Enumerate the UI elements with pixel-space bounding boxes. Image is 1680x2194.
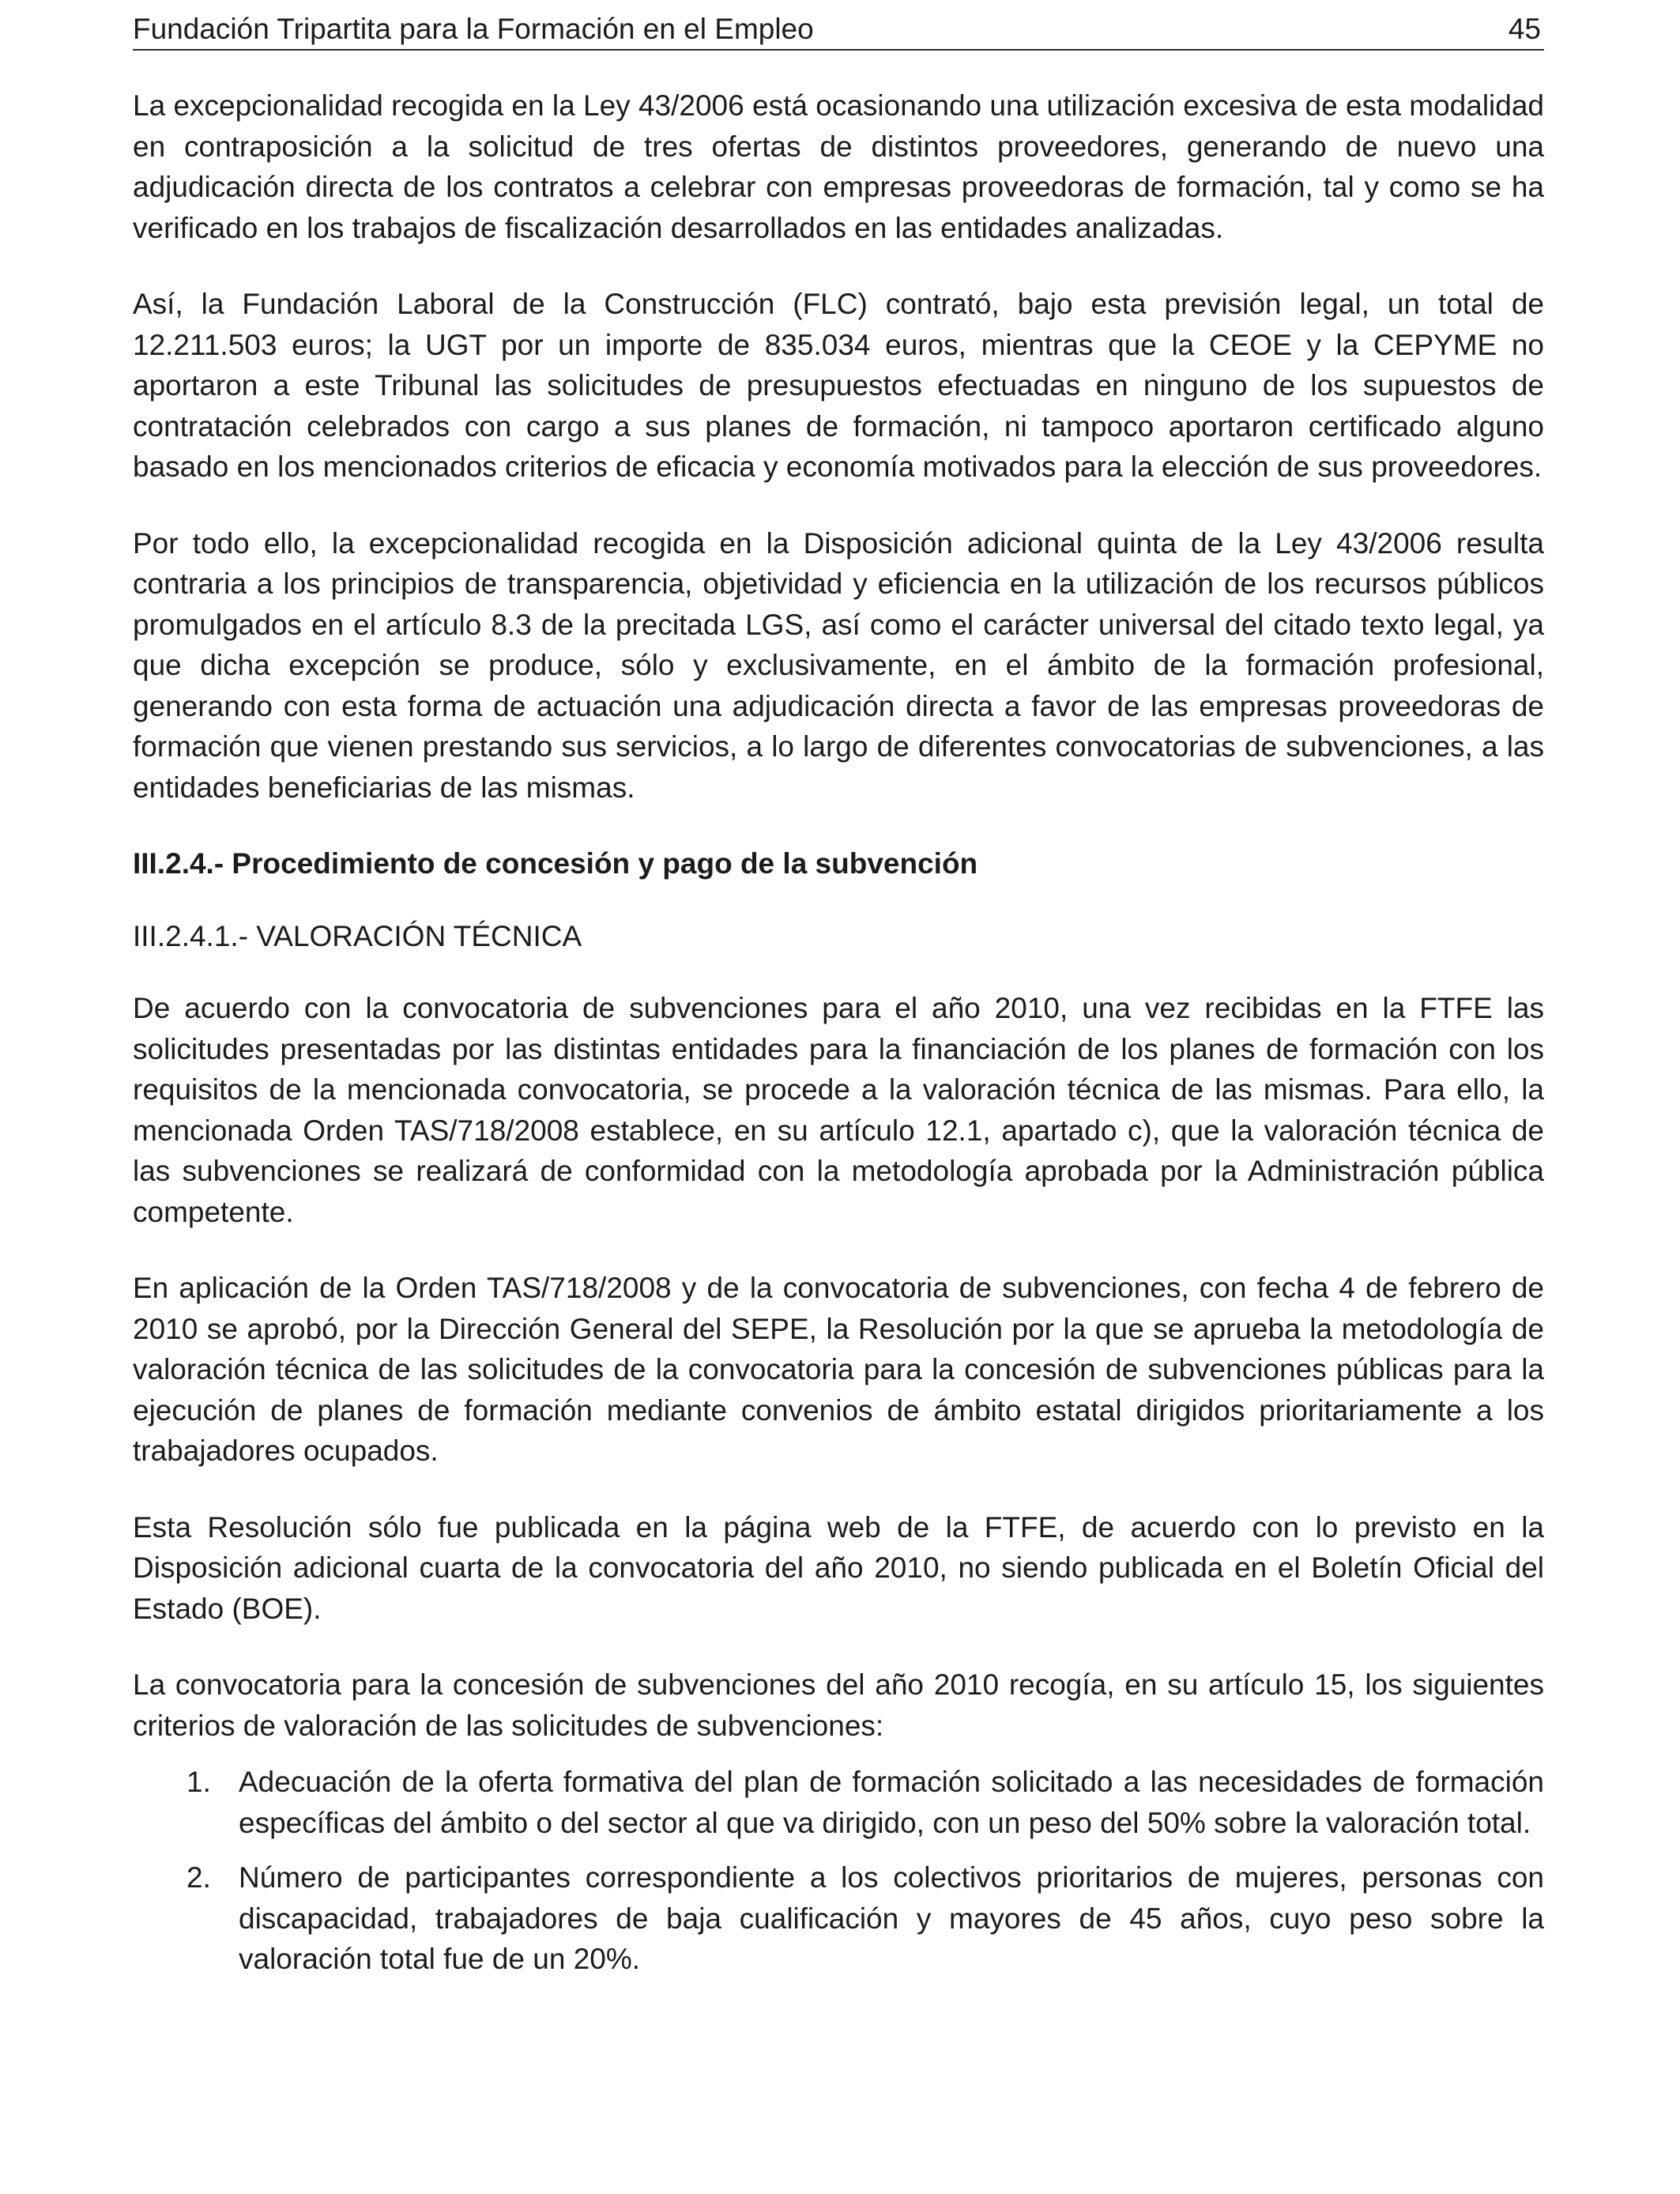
paragraph-criterios-intro: La convocatoria para la concesión de subvenciones del año 2010 recogía, en su artículo 15, los siguientes criterios de valoración de las solicitudes de subvenciones:	[133, 1668, 1544, 1742]
header-title: Fundación Tripartita para la Formación en el Empleo	[133, 13, 814, 45]
list-item-text: Número de participantes correspondiente a los colectivos prioritarios de mujeres, personas con discapacidad, trabajadores de baja cualificación y mayores de 45 años, cuyo peso sobre la valoración total fue de un 20%.	[239, 1861, 1544, 1975]
list-item	[133, 1762, 1544, 1843]
list-item-number: 1.	[186, 1766, 211, 1798]
document-body	[133, 85, 1544, 1994]
list-item	[133, 1857, 1544, 1980]
list-item-text: Adecuación de la oferta formativa del plan de formación solicitado a las necesidades de formación específicas del ámbito o del sector al que va dirigido, con un peso del 50% sobre la valoración total.	[239, 1766, 1544, 1839]
paragraph-publicacion-boe: Esta Resolución sólo fue publicada en la página web de la FTFE, de acuerdo con lo previsto en la Disposición adicional cuarta de la convocatoria del año 2010, no siendo publicada en el Boletín Oficial del Estado (BOE).	[133, 1510, 1544, 1625]
subsection-heading: III.2.4.1.- VALORACIÓN TÉCNICA	[133, 919, 582, 952]
paragraph-conclusion: Por todo ello, la excepcionalidad recogida en la Disposición adicional quinta de la Ley 43/2006 resulta contraria a los principios de transparencia, objetividad y eficiencia en la utilización de los recursos públicos promulgados en el artículo 8.3 de la precitada LGS, así como el carácter universal del citado texto legal, ya que dicha excepción se produce, sólo y exclusivamente, en el ámbito de la formación profesional, generando con esta forma de actuación una adjudicación directa a favor de las empresas proveedoras de formación que vienen prestando sus servicios, a lo largo de diferentes convocatorias de subvenciones, a las entidades beneficiarias de las mismas.	[133, 526, 1544, 804]
paragraph-resolucion-sepe: En aplicación de la Orden TAS/718/2008 y de la convocatoria de subvenciones, con fecha 4 de febrero de 2010 se aprobó, por la Dirección General del SEPE, la Resolución por la que se aprueba la metodología de valoración técnica de las solicitudes de la convocatoria para la concesión de subvenciones públicas para la ejecución de planes de formación mediante convenios de ámbito estatal dirigidos prioritariamente a los trabajadores ocupados.	[133, 1272, 1544, 1467]
criteria-list	[133, 1762, 1544, 1980]
paragraph-valoracion-tecnica: De acuerdo con la convocatoria de subvenciones para el año 2010, una vez recibidas en la FTFE las solicitudes presentadas por las distintas entidades para la financiación de los planes de formación con los requisitos de la mencionada convocatoria, se procede a la valoración técnica de las mismas. Para ello, la mencionada Orden TAS/718/2008 establece, en su artículo 12.1, apartado c), que la valoración técnica de las subvenciones se realizará de conformidad con la metodología aprobada por la Administración pública competente.	[133, 992, 1544, 1228]
paragraph-ley-43-2006: La excepcionalidad recogida en la Ley 43/2006 está ocasionando una utilización excesiva de esta modalidad en contraposición a la solicitud de tres ofertas de distintos proveedores, generando de nuevo una adjudicación directa de los contratos a celebrar con empresas proveedoras de formación, tal y como se ha verificado en los trabajos de fiscalización desarrollados en las entidades analizadas.	[133, 89, 1544, 244]
page-number: 45	[1508, 13, 1541, 45]
list-item-number: 2.	[186, 1861, 211, 1894]
section-heading: III.2.4.- Procedimiento de concesión y pago de la subvención	[133, 847, 978, 880]
page-header	[133, 11, 1544, 51]
paragraph-flc-contratos: Así, la Fundación Laboral de la Construcción (FLC) contrató, bajo esta previsión legal, un total de 12.211.503 euros; la UGT por un importe de 835.034 euros, mientras que la CEOE y la CEPYME no aportaron a este Tribunal las solicitudes de presupuestos efectuadas en ninguno de los supuestos de contratación celebrados con cargo a sus planes de formación, ni tampoco aportaron certificado alguno basado en los mencionados criterios de eficacia y economía motivados para la elección de sus proveedores.	[133, 288, 1544, 483]
